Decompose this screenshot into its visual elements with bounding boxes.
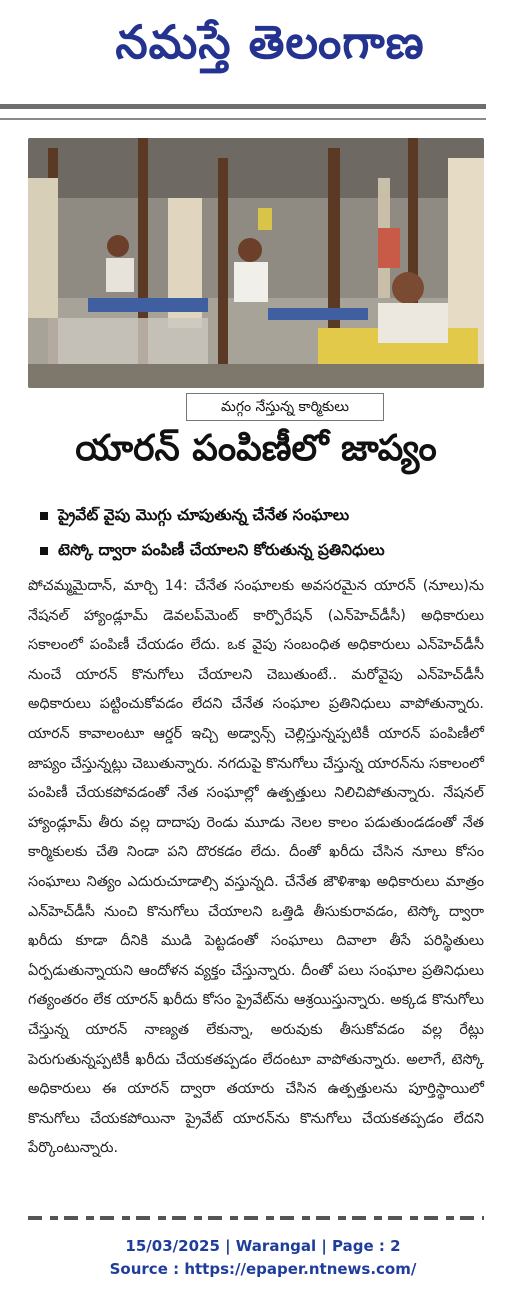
newspaper-logo: నమస్తే తెలంగాణ [115, 15, 425, 69]
footer-date-edition: 15/03/2025 | Warangal | Page : 2 [125, 1237, 401, 1255]
photo-caption: మగ్గం నేస్తున్న కార్మికులు [186, 393, 384, 421]
article-headline: యారన్ పంపిణీలో జాప్యం [75, 428, 437, 469]
subheading-bullet [40, 538, 490, 562]
article-photo [28, 138, 484, 388]
masthead-thin-rule [0, 118, 486, 120]
footer-source: Source : https://epaper.ntnews.com/ [109, 1260, 417, 1278]
subheading-bullet [40, 503, 490, 527]
bullet-square-icon [40, 512, 48, 520]
article-body: పోచమ్మమైదాన్, మార్చి 14: చేనేత సంఘాలకు అవసరమైన యారన్ (నూలు)ను నేషనల్ హ్యాండ్లూమ్ డెవలప్‌మెంట్ కార్పొరేషన్ (ఎన్‌హెచ్‌డీసీ) అధికారులు సకాలంలో పంపిణీ చేయడం లేదు. ఒక వైపు సంబంధిత అధికారులు ఎన్‌హెచ్‌డీసీ నుంచే యారన్ కొనుగోలు చేయాలని చెబుతుంటే.. మరోవైపు ఎన్‌హెచ్‌డీసీ అధికారులు పట్టించుకోవడం లేదని చేనేత సంఘాల ప్రతినిధులు వాపోతున్నారు. యారన్ కావాలంటూ ఆర్డర్ ఇచ్చి అడ్వాన్స్ చెల్లిస్తున్నప్పటికీ యారన్ పంపిణీలో జాప్యం చేస్తున్నట్లు చెబుతున్నారు. నగదుపై కొనుగోలు చేస్తున్న యారన్‌ను సకాలంలో పంపిణీ చేయకపోవడంతో నేత సంఘాల్లో ఉత్పత్తులు నిలిచిపోతున్నారు. నేషనల్ హ్యాండ్లూమ్ తీరు వల్ల దాదాపు రెండు మూడు నెలల కాలం పడుతుండడంతో నేత కార్మికులకు చేతి నిండా పని దొరకడం లేదు. దీంతో ఖరీదు చేసిన నూలు కోసం సంఘాలు నిత్యం ఎదురుచూడాల్సి వస్తున్నది. చేనేత జౌళిశాఖ అధికారులు మాత్రం ఎన్‌హెచ్‌డీసీ నుంచి కొనుగోలు చేయాలని ఒత్తిడి తీసుకురావడం, టెస్కో ద్వారా ఖరీదు కూడా దీనికి ముడి పెట్టడంతో సంఘాలు దివాలా తీసే పరిస్థితులు ఏర్పడుతున్నాయని ఆందోళన వ్యక్తం చేస్తున్నారు. దీంతో పలు సంఘాల ప్రతినిధులు గత్యంతరం లేక యారన్ ఖరీదు కోసం ప్రైవేట్‌ను ఆశ్రయిస్తున్నారు. అక్కడ కొనుగోలు చేస్తున్న యారన్ నాణ్యత లేకున్నా, అరువుకు తీసుకోవడం వల్ల రేట్లు పెరుగుతున్నప్పటికీ ఖరీదు చేయకతప్పడం లేదంటూ వాపోతున్నారు. అలాగే, టెస్కో అధికారులు ఈ యారన్ ద్వారా తయారు చేసిన ఉత్పత్తులను పూర్తిస్థాయిలో కొనుగోలు చేయకపోయినా ప్రైవేట్ యారన్‌ను కొనుగోలు చేయకతప్పడం లేదని పేర్కొంటున్నారు. [28, 578, 484, 1157]
masthead-rule [0, 104, 486, 109]
bullet-square-icon [40, 547, 48, 555]
bullet-text: ప్రైవేట్ వైపు మొగ్గు చూపుతున్న చేనేత సంఘాలు [58, 506, 350, 524]
masthead [0, 0, 526, 100]
clipped-text-edge [28, 1214, 484, 1222]
weavers-photo-illustration [28, 138, 484, 388]
bullet-text: టెస్కో ద్వారా పంపిణీ చేయాలని కోరుతున్న ప్రతినిధులు [58, 541, 385, 559]
